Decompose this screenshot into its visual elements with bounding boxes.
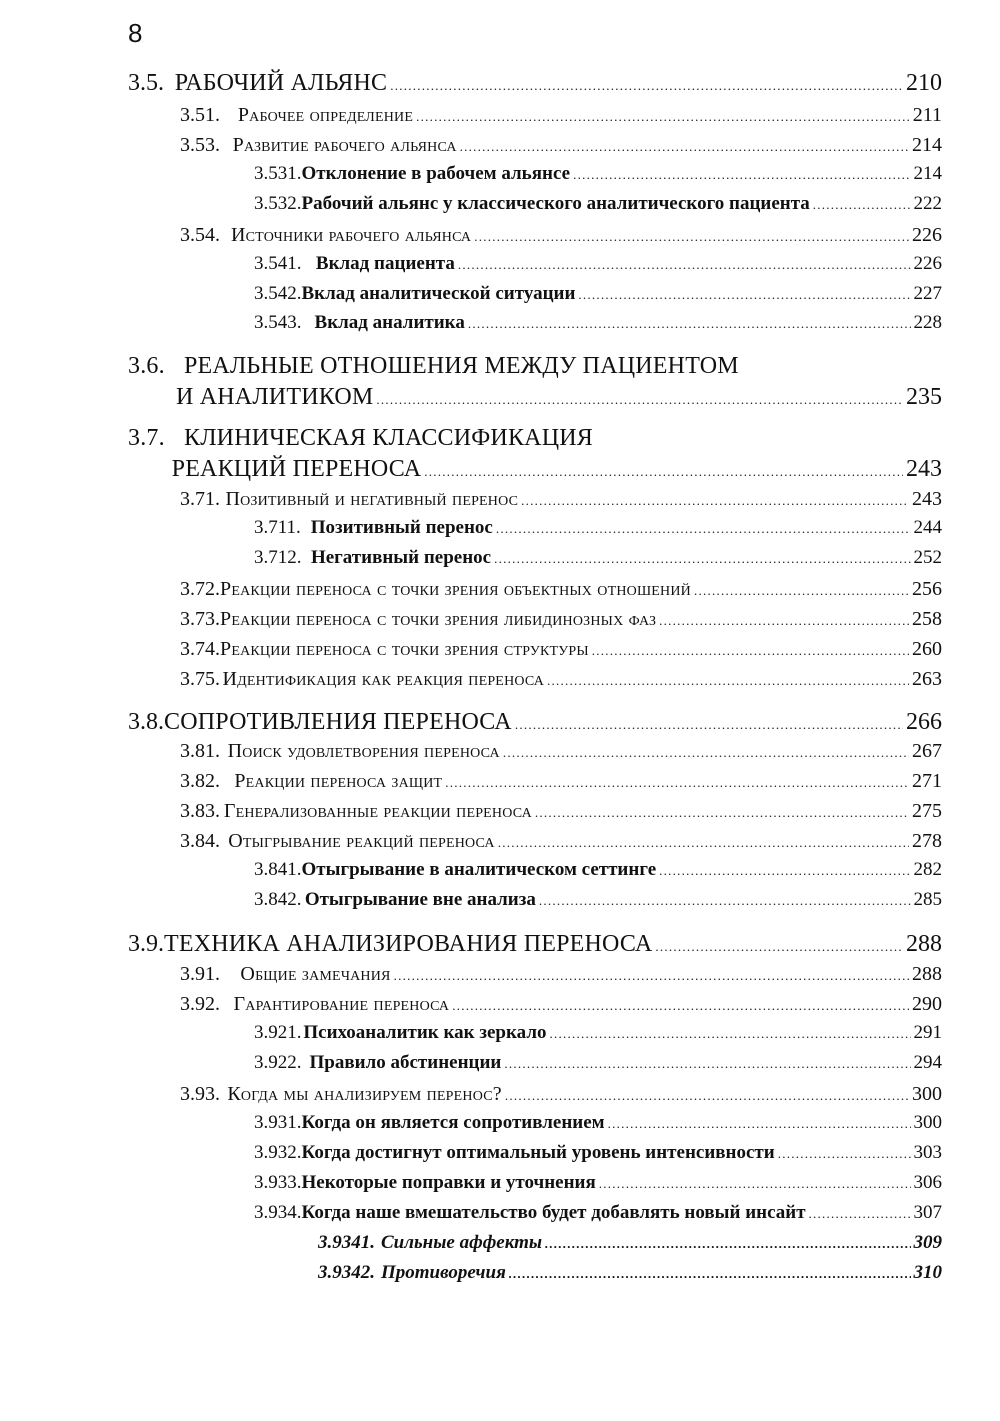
toc-title: Противоречия bbox=[381, 1262, 506, 1283]
toc-title: Позитивный перенос bbox=[310, 517, 493, 538]
toc-number: 3.842. bbox=[254, 889, 302, 910]
toc-page-number: 288 bbox=[906, 931, 942, 957]
toc-entry bbox=[180, 578, 942, 600]
toc-number: 3.711. bbox=[254, 517, 301, 538]
toc-entry bbox=[180, 800, 942, 822]
toc-title: РЕАКЦИЙ ПЕРЕНОСА bbox=[171, 456, 422, 482]
toc-number: 3.712. bbox=[254, 547, 302, 568]
toc-page-number: 244 bbox=[913, 517, 942, 538]
toc-page-number: 226 bbox=[912, 224, 942, 246]
toc-entry bbox=[254, 1023, 942, 1044]
toc-page-number: 266 bbox=[906, 709, 942, 735]
toc-leader-dots bbox=[458, 254, 911, 275]
toc-entry bbox=[254, 518, 942, 539]
toc-entry bbox=[180, 224, 942, 246]
toc-number: 3.532. bbox=[254, 193, 302, 214]
toc-title: Когда наше вмешательство будет добавлять новый инсайт bbox=[301, 1202, 806, 1223]
toc-page-number: 258 bbox=[912, 608, 942, 630]
toc-entry bbox=[180, 1083, 942, 1105]
toc-number: 3.9341. bbox=[318, 1232, 375, 1253]
toc-leader-dots bbox=[535, 800, 909, 822]
toc-page-number: 303 bbox=[913, 1142, 942, 1163]
toc-page-number: 252 bbox=[913, 547, 942, 568]
toc-entry bbox=[254, 1053, 942, 1074]
toc-number: 3.932. bbox=[254, 1142, 302, 1163]
toc-number: 3.931. bbox=[254, 1112, 302, 1133]
toc-number: 3.75. bbox=[180, 668, 220, 690]
toc-page-number: 227 bbox=[913, 283, 942, 304]
toc-entry bbox=[254, 284, 942, 305]
toc-title: РАБОЧИЙ АЛЬЯНС bbox=[174, 70, 388, 96]
toc-title: И АНАЛИТИКОМ bbox=[176, 384, 374, 410]
toc-page-number: 294 bbox=[913, 1052, 942, 1073]
toc-number: 3.54. bbox=[180, 224, 220, 246]
toc-heading-line bbox=[128, 425, 593, 451]
toc-entry bbox=[254, 1143, 942, 1164]
toc-leader-dots bbox=[813, 194, 911, 215]
toc-page-number: 211 bbox=[912, 104, 942, 126]
toc-number: 3.83. bbox=[180, 800, 220, 822]
toc-leader-dots bbox=[503, 740, 909, 762]
toc-leader-dots bbox=[394, 963, 909, 985]
toc-entry bbox=[254, 548, 942, 569]
toc-title: Поиск удовлетворения переноса bbox=[227, 740, 500, 762]
toc-leader-dots bbox=[592, 638, 909, 660]
toc-number: 3.921. bbox=[254, 1022, 302, 1043]
toc-number: 3.74. bbox=[180, 638, 220, 660]
toc-page-number: 228 bbox=[913, 312, 942, 333]
toc-leader-dots bbox=[521, 488, 909, 510]
toc-number: 3.93. bbox=[180, 1083, 220, 1105]
toc-title: Рабочее определение bbox=[237, 104, 414, 126]
toc-title: Вклад аналитика bbox=[314, 312, 465, 333]
toc-number: 3.71. bbox=[180, 488, 220, 510]
toc-title: Когда достигнут оптимальный уровень интенсивности bbox=[301, 1142, 775, 1163]
toc-leader-dots bbox=[659, 860, 910, 881]
toc-page-number: 267 bbox=[912, 740, 942, 762]
toc-title: Генерализованные реакции переноса bbox=[223, 800, 532, 822]
toc-entry bbox=[180, 740, 942, 762]
toc-title: Гарантирование переноса bbox=[233, 993, 450, 1015]
toc-entry bbox=[254, 1203, 942, 1224]
toc-leader-dots bbox=[573, 164, 910, 185]
toc-entry bbox=[254, 890, 942, 911]
toc-page-number: 285 bbox=[913, 889, 942, 910]
toc-entry bbox=[254, 860, 942, 881]
toc-entry bbox=[128, 456, 942, 482]
toc-page-number: 282 bbox=[913, 859, 942, 880]
toc-number: 3.73. bbox=[180, 608, 220, 630]
toc-entry bbox=[254, 164, 942, 185]
toc-page-number: 210 bbox=[906, 70, 942, 96]
toc-number: 3.5. bbox=[128, 70, 164, 96]
toc-leader-dots bbox=[376, 384, 903, 410]
toc-number: 3.9342. bbox=[318, 1262, 375, 1283]
toc-number: 3.543. bbox=[254, 312, 302, 333]
toc-number: 3.531. bbox=[254, 163, 302, 184]
toc-leader-dots bbox=[504, 1053, 910, 1074]
toc-title: Реакции переноса с точки зрения объектных отношений bbox=[220, 578, 691, 600]
toc-leader-dots bbox=[778, 1143, 911, 1164]
page-number: 8 bbox=[128, 18, 143, 48]
toc-entry bbox=[180, 638, 942, 660]
toc-title: Отыгрывание реакций переноса bbox=[228, 830, 495, 852]
toc-leader-dots bbox=[539, 890, 911, 911]
toc-number: 3.841. bbox=[254, 859, 302, 880]
toc-entry bbox=[180, 963, 942, 985]
toc-leader-dots bbox=[424, 456, 903, 482]
toc-title: Позитивный и негативный перенос bbox=[225, 488, 519, 510]
toc-page-number: 275 bbox=[912, 800, 942, 822]
toc-page-number: 214 bbox=[912, 134, 942, 156]
toc-entry bbox=[180, 134, 942, 156]
toc-entry bbox=[180, 770, 942, 792]
toc-title-line1: РЕАЛЬНЫЕ ОТНОШЕНИЯ МЕЖДУ ПАЦИЕНТОМ bbox=[184, 353, 739, 379]
toc-title: ТЕХНИКА АНАЛИЗИРОВАНИЯ ПЕРЕНОСА bbox=[164, 931, 653, 957]
toc-entry bbox=[180, 830, 942, 852]
toc-title: Общие замечания bbox=[240, 963, 391, 985]
toc-title: Когда мы анализируем перенос? bbox=[227, 1083, 502, 1105]
toc-page-number: 271 bbox=[912, 770, 942, 792]
toc-entry bbox=[254, 1173, 942, 1194]
toc-leader-dots bbox=[599, 1173, 911, 1194]
toc-number: 3.6. bbox=[128, 353, 165, 379]
toc-leader-dots bbox=[578, 284, 910, 305]
toc-page-number: 263 bbox=[912, 668, 942, 690]
toc-heading-line bbox=[128, 353, 739, 379]
toc-number: 3.542. bbox=[254, 283, 302, 304]
toc-entry bbox=[254, 313, 942, 334]
toc-number: 3.81. bbox=[180, 740, 220, 762]
toc-entry bbox=[254, 254, 942, 275]
toc-number: 3.51. bbox=[180, 104, 220, 126]
toc-leader-dots bbox=[445, 770, 909, 792]
toc-entry bbox=[128, 709, 942, 735]
toc-entry bbox=[180, 488, 942, 510]
toc-title: Реакции переноса с точки зрения структуры bbox=[220, 638, 589, 660]
toc-title: Отыгрывание вне анализа bbox=[304, 889, 536, 910]
toc-number: 3.7. bbox=[128, 425, 165, 451]
toc-leader-dots bbox=[494, 548, 910, 569]
toc-leader-dots bbox=[608, 1113, 911, 1134]
toc-entry bbox=[128, 384, 942, 410]
toc-entry bbox=[180, 104, 942, 126]
toc-page-number: 226 bbox=[913, 253, 942, 274]
toc-title: Негативный перенос bbox=[310, 547, 492, 568]
toc-number: 3.934. bbox=[254, 1202, 302, 1223]
toc-entry bbox=[254, 1113, 942, 1134]
toc-leader-dots bbox=[809, 1203, 911, 1224]
toc-title: Отыгрывание в аналитическом сеттинге bbox=[301, 859, 657, 880]
toc-number: 3.922. bbox=[254, 1052, 302, 1073]
toc-title: Психоаналитик как зеркало bbox=[303, 1022, 547, 1043]
toc-title: Развитие рабочего альянса bbox=[232, 134, 457, 156]
toc-entry bbox=[318, 1263, 942, 1284]
toc-page-number: 235 bbox=[906, 384, 942, 410]
toc-leader-dots bbox=[496, 518, 911, 539]
toc-page-number: 243 bbox=[906, 456, 942, 482]
toc-entry bbox=[128, 931, 942, 957]
toc-leader-dots bbox=[416, 104, 910, 126]
toc-page-number: 222 bbox=[913, 193, 942, 214]
toc-entry bbox=[180, 993, 942, 1015]
toc-title: Источники рабочего альянса bbox=[230, 224, 472, 246]
toc-page-number: 300 bbox=[913, 1112, 942, 1133]
toc-title: Вклад аналитической ситуации bbox=[301, 283, 576, 304]
toc-leader-dots bbox=[468, 313, 911, 334]
toc-number: 3.53. bbox=[180, 134, 220, 156]
toc-title: Отклонение в рабочем альянсе bbox=[301, 163, 571, 184]
toc-page-number: 256 bbox=[912, 578, 942, 600]
toc-title: Правило абстиненции bbox=[309, 1052, 502, 1073]
toc-title: Реакции переноса защит bbox=[234, 770, 443, 792]
toc-page-number: 307 bbox=[913, 1202, 942, 1223]
toc-leader-dots bbox=[390, 70, 903, 96]
toc-number: 3.933. bbox=[254, 1172, 302, 1193]
toc-entry bbox=[180, 608, 942, 630]
toc-leader-dots bbox=[550, 1023, 911, 1044]
toc-title: Когда он является сопротивлением bbox=[301, 1112, 605, 1133]
toc-page-number: 243 bbox=[912, 488, 942, 510]
toc-page-number: 291 bbox=[913, 1022, 942, 1043]
toc-leader-dots bbox=[547, 668, 909, 690]
toc-number: 3.92. bbox=[180, 993, 220, 1015]
toc-leader-dots bbox=[655, 931, 903, 957]
toc-number: 3.72. bbox=[180, 578, 220, 600]
toc-number: 3.91. bbox=[180, 963, 220, 985]
toc-page-number: 214 bbox=[913, 163, 942, 184]
toc-number: 3.82. bbox=[180, 770, 220, 792]
toc-page-number: 290 bbox=[912, 993, 942, 1015]
toc-entry bbox=[128, 70, 942, 96]
toc-page-number: 288 bbox=[912, 963, 942, 985]
toc-entry bbox=[254, 194, 942, 215]
toc-leader-dots bbox=[498, 830, 909, 852]
toc-page-number: 278 bbox=[912, 830, 942, 852]
toc-leader-dots bbox=[474, 224, 909, 246]
toc-leader-dots bbox=[460, 134, 909, 156]
toc-number: 3.8. bbox=[128, 709, 164, 735]
toc-number: 3.84. bbox=[180, 830, 220, 852]
toc-leader-dots bbox=[659, 608, 909, 630]
toc-number: 3.541. bbox=[254, 253, 302, 274]
toc-title: Реакции переноса с точки зрения либидинозных фаз bbox=[220, 608, 657, 630]
toc-leader-dots bbox=[545, 1233, 910, 1254]
toc-page-number: 260 bbox=[912, 638, 942, 660]
toc-page-number: 309 bbox=[913, 1232, 942, 1253]
toc-entry bbox=[318, 1233, 942, 1254]
toc-leader-dots bbox=[505, 1083, 909, 1105]
toc-entry bbox=[180, 668, 942, 690]
toc-page-number: 300 bbox=[912, 1083, 942, 1105]
toc-page-number: 310 bbox=[913, 1262, 942, 1283]
toc-leader-dots bbox=[509, 1263, 911, 1284]
toc-title: Вклад пациента bbox=[315, 253, 455, 274]
toc-title: Сильные аффекты bbox=[381, 1232, 543, 1253]
toc-title-line1: КЛИНИЧЕСКАЯ КЛАССИФИКАЦИЯ bbox=[184, 425, 593, 451]
toc-number: 3.9. bbox=[128, 931, 164, 957]
toc-title: Некоторые поправки и уточнения bbox=[301, 1172, 596, 1193]
toc-title: Рабочий альянс у классического аналитического пациента bbox=[301, 193, 810, 214]
toc-title: Идентификация как реакция переноса bbox=[222, 668, 545, 690]
toc-leader-dots bbox=[515, 709, 903, 735]
toc-leader-dots bbox=[452, 993, 909, 1015]
toc-page-number: 306 bbox=[913, 1172, 942, 1193]
toc-leader-dots bbox=[694, 578, 909, 600]
toc-title: СОПРОТИВЛЕНИЯ ПЕРЕНОСА bbox=[164, 709, 512, 735]
